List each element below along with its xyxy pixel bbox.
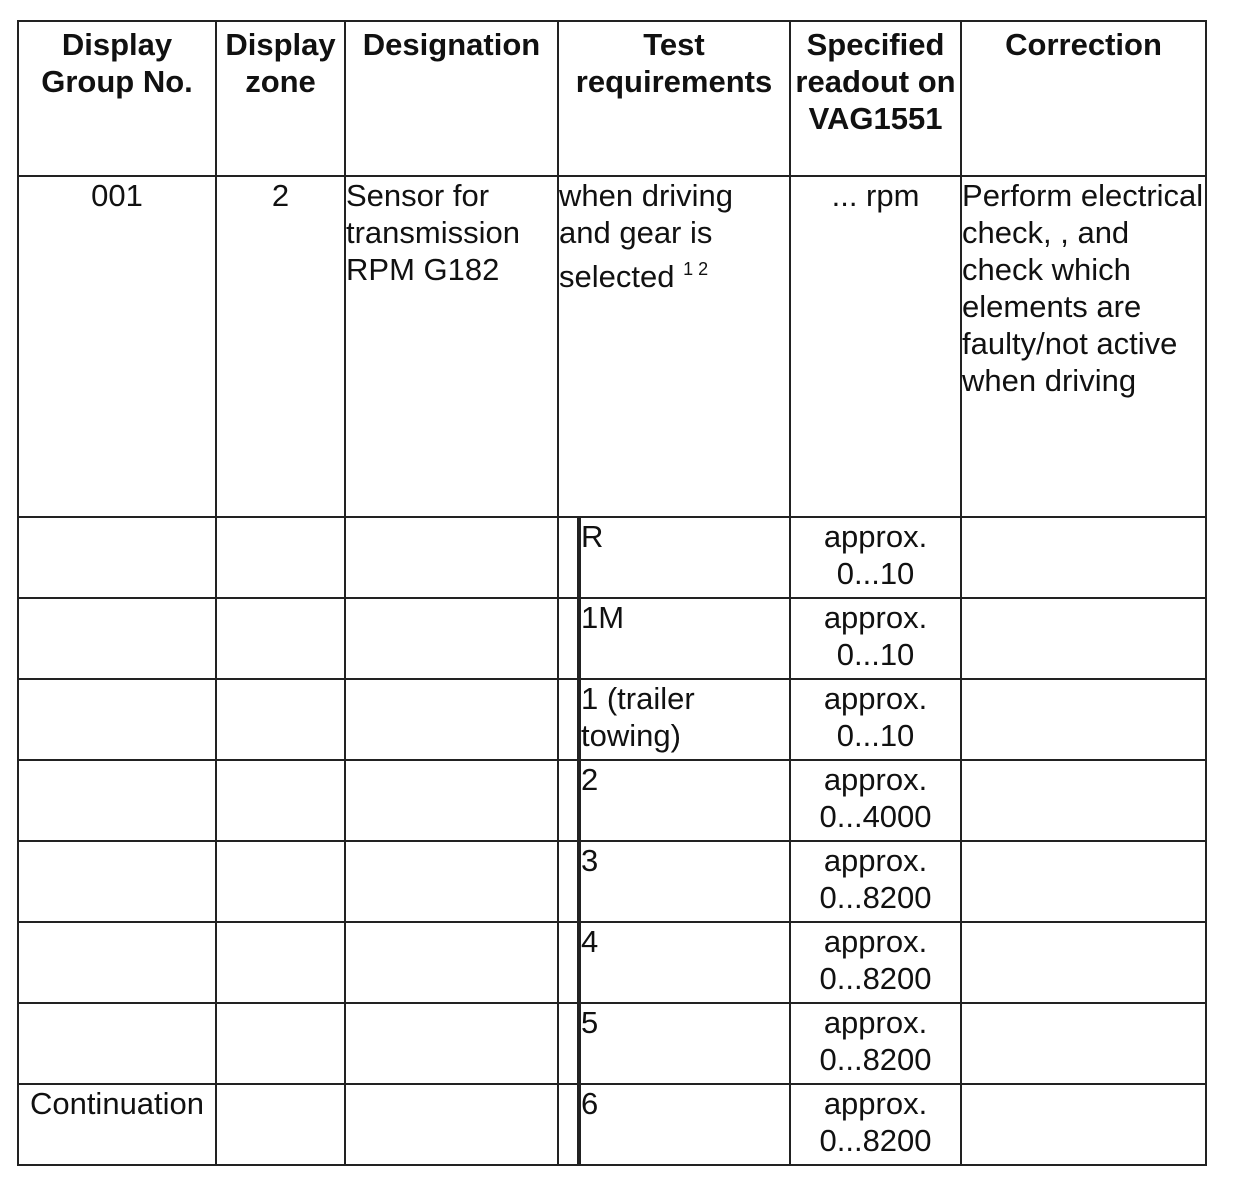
display-zone-cell <box>216 679 345 760</box>
indent-cell <box>558 760 579 841</box>
readout-cell: approx. 0...10 <box>790 679 961 760</box>
readout-cell: approx. 0...10 <box>790 598 961 679</box>
group-number-cell <box>18 517 216 598</box>
display-zone-cell <box>216 760 345 841</box>
correction-cell <box>961 1003 1206 1084</box>
indent-cell <box>558 1003 579 1084</box>
display-zone-cell <box>216 922 345 1003</box>
designation-cell: Sensor for transmission RPM G182 <box>345 176 558 517</box>
correction-cell <box>961 679 1206 760</box>
group-number-cell <box>18 679 216 760</box>
designation-cell <box>345 760 558 841</box>
readout-cell: approx. 0...8200 <box>790 1003 961 1084</box>
display-zone-cell <box>216 517 345 598</box>
display-zone-cell <box>216 841 345 922</box>
correction-cell <box>961 598 1206 679</box>
readout-cell: ... rpm <box>790 176 961 517</box>
table-row <box>18 841 1206 922</box>
readout-cell: approx. 0...8200 <box>790 922 961 1003</box>
readout-cell: approx. 0...10 <box>790 517 961 598</box>
display-zone-cell: 2 <box>216 176 345 517</box>
designation-cell <box>345 517 558 598</box>
gear-cell: 1M <box>579 598 790 679</box>
gear-cell: 5 <box>579 1003 790 1084</box>
table-row <box>18 922 1206 1003</box>
group-number-cell <box>18 598 216 679</box>
readout-cell: approx. 0...4000 <box>790 760 961 841</box>
readout-cell: approx. 0...8200 <box>790 841 961 922</box>
table-row <box>18 517 1206 598</box>
correction-cell: Perform electrical check, , and check which elements are faulty/not active when driving <box>961 176 1206 517</box>
table-row <box>18 176 1206 517</box>
group-number-cell <box>18 1003 216 1084</box>
designation-cell <box>345 679 558 760</box>
table-row <box>18 1003 1206 1084</box>
group-number-cell <box>18 922 216 1003</box>
designation-cell <box>345 841 558 922</box>
group-number-cell <box>18 841 216 922</box>
gear-cell: 1 (trailer towing) <box>579 679 790 760</box>
display-zone-cell <box>216 1084 345 1165</box>
indent-cell <box>558 1084 579 1165</box>
display-zone-cell <box>216 1003 345 1084</box>
display-group-table <box>17 20 1207 1166</box>
group-number-cell: 001 <box>18 176 216 517</box>
table-row <box>18 679 1206 760</box>
designation-cell <box>345 922 558 1003</box>
readout-cell: approx. 0...8200 <box>790 1084 961 1165</box>
indent-cell <box>558 922 579 1003</box>
footnote-ref: 1 2 <box>683 259 709 279</box>
header-row <box>18 21 1206 176</box>
indent-cell <box>558 841 579 922</box>
correction-cell <box>961 1084 1206 1165</box>
gear-cell: 3 <box>579 841 790 922</box>
gear-cell: 6 <box>579 1084 790 1165</box>
indent-cell <box>558 517 579 598</box>
header-display-zone: Display zone <box>216 21 345 176</box>
correction-cell <box>961 760 1206 841</box>
gear-cell: R <box>579 517 790 598</box>
gear-cell: 4 <box>579 922 790 1003</box>
display-zone-cell <box>216 598 345 679</box>
gear-cell: 2 <box>579 760 790 841</box>
designation-cell <box>345 1084 558 1165</box>
header-designation: Designation <box>345 21 558 176</box>
table-row <box>18 598 1206 679</box>
header-test-requirements: Test requirements <box>558 21 790 176</box>
designation-cell <box>345 1003 558 1084</box>
correction-cell <box>961 517 1206 598</box>
test-requirement-text: when driving and gear is selected <box>559 178 734 294</box>
header-specified-readout: Specified readout on VAG1551 <box>790 21 961 176</box>
test-requirement-cell <box>558 176 790 517</box>
correction-cell <box>961 922 1206 1003</box>
group-number-cell: Continuation <box>18 1084 216 1165</box>
header-correction: Correction <box>961 21 1206 176</box>
indent-cell <box>558 598 579 679</box>
designation-cell <box>345 598 558 679</box>
group-number-cell <box>18 760 216 841</box>
table-row <box>18 760 1206 841</box>
correction-cell <box>961 841 1206 922</box>
indent-cell <box>558 679 579 760</box>
table-row <box>18 1084 1206 1165</box>
header-display-group: Display Group No. <box>18 21 216 176</box>
